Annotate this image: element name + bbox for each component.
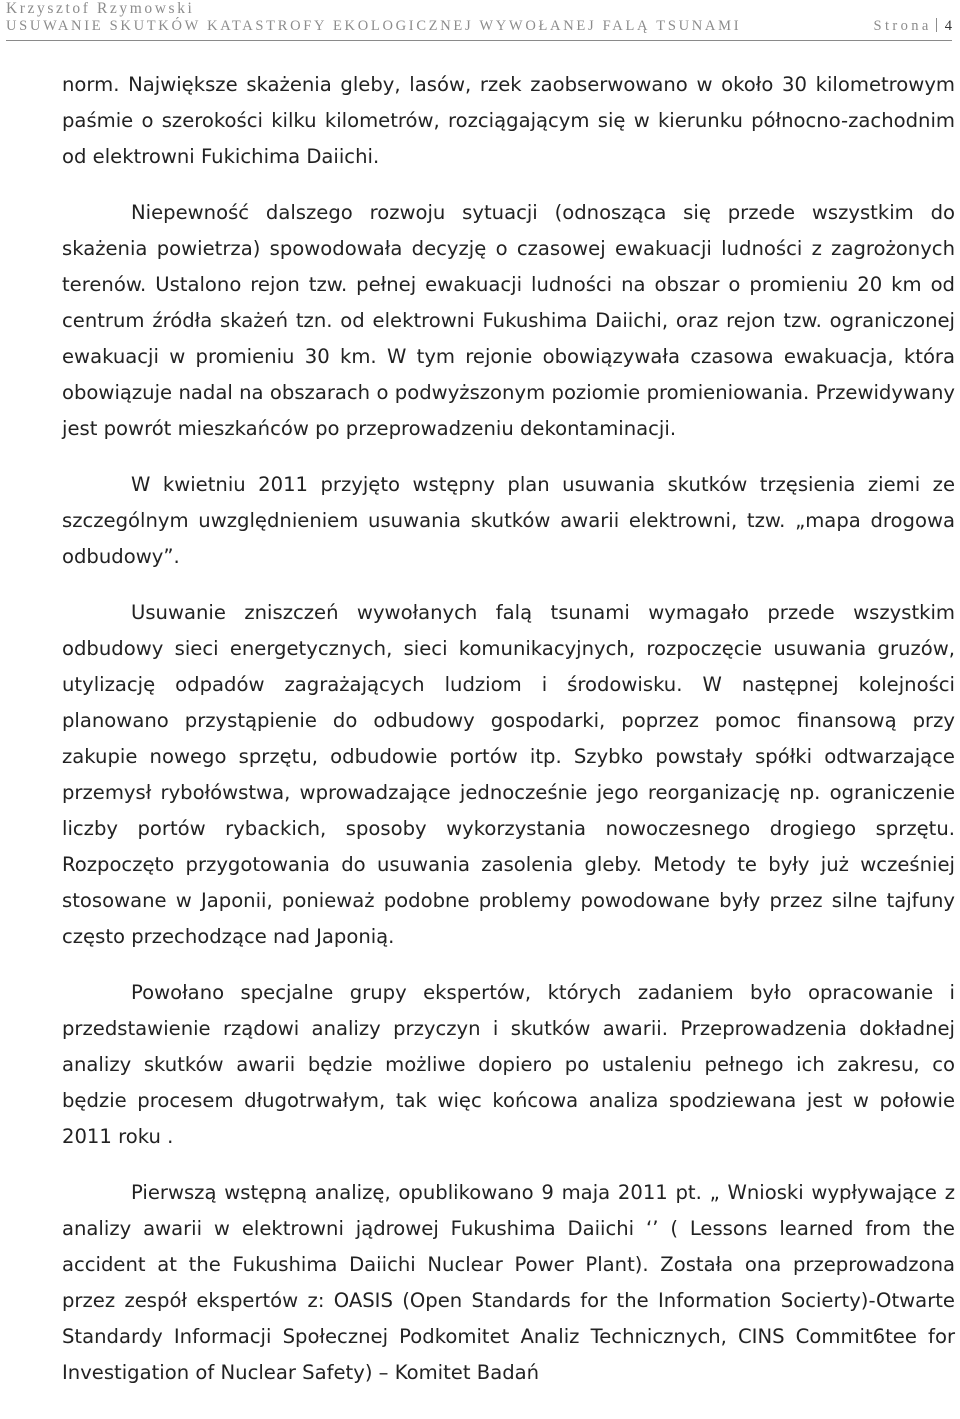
paragraph-continuation: norm. Największe skażenia gleby, lasów, rzek zaobserwowano w około 30 kilometrowym paśmie o szerokości kilku kilometrów, rozciągającym się w kierunku północno-zachodnim od elektrowni Fukichima Daiichi. [62,73,955,168]
paragraph-roadmap: W kwietniu 2011 przyjęto wstępny plan usuwania skutków trzęsienia ziemi ze szczególnym uwzględnieniem usuwania skutków awarii elektrowni, tzw. „mapa drogowa odbudowy”. [62,473,955,568]
paragraph-tsunami-cleanup: Usuwanie zniszczeń wywołanych falą tsunami wymagało przede wszystkim odbudowy sieci energetycznych, sieci komunikacyjnych, rozpoczęcie usuwania gruzów, utylizację odpadów zagrażających ludziom i środowisku. W następnej kolejności planowano przystąpienie do odbudowy gospodarki, poprzez pomoc finansową przy zakupie nowego sprzętu, odbudowie portów itp. Szybko powstały spółki odtwarzające przemysł rybołówstwa, wprowadzające jednocześnie jego reorganizację np. ograniczenie liczby portów rybackich, sposoby wykorzystania nowoczesnego drogiego sprzętu. Rozpoczęto przygotowania do usuwania zasolenia gleby. Metody te były już wcześniej stosowane w Japonii, ponieważ podobne problemy powodowane były przez silne tajfuny często przechodzące nad Japonią. [62,601,955,948]
header-title: USUWANIE SKUTKÓW KATASTROFY EKOLOGICZNEJ WYWOŁANEJ FALĄ TSUNAMI [6,18,742,34]
paragraph-expert-groups: Powołano specjalne grupy ekspertów, których zadaniem było opracowanie i przedstawienie rządowi analizy przyczyn i skutków awarii. Przeprowadzenia dokładnej analizy skutków awarii będzie możliwe dopiero po ustaleniu pełnego ich zakresu, co będzie procesem długotrwałym, tak więc końcowa analiza spodziewana jest w połowie 2011 roku . [62,981,955,1148]
page-header [6,0,952,41]
page-number-block [873,17,952,35]
page-separator [936,18,937,32]
paragraph-first-analysis: Pierwszą wstępną analizę, opublikowano 9 maja 2011 pt. „ Wnioski wypływające z analizy awarii w elektrowni jądrowej Fukushima Daiichi ‘’ ( Lessons learned from the accident at the Fukushima Daiichi Nuclear Power Plant). Została ona przeprowadzona przez zespół ekspertów z: OASIS (Open Standards for the Information Socierty)-Otwarte Standardy Informacji Społecznej Podkomitet Analiz Technicznych, CINS Commit6tee for Investigation of Nuclear Safety) – Komitet Badań [62,1181,955,1384]
header-author: Krzysztof Rzymowski [6,0,195,17]
page-number: 4 [944,18,952,34]
document-body [62,67,955,1411]
page-label: Strona [873,18,932,34]
paragraph-evacuation: Niepewność dalszego rozwoju sytuacji (odnosząca się przede wszystkim do skażenia powietrza) spowodowała decyzję o czasowej ewakuacji ludności z zagrożonych terenów. Ustalono rejon tzw. pełnej ewakuacji ludności na obszar o promieniu 20 km od centrum źródła skażeń tzn. od elektrowni Fukushima Daiichi, oraz rejon tzw. ograniczonej ewakuacji w promieniu 30 km. W tym rejonie obowiązywała czasowa ewakuacja, która obowiązuje nadal na obszarach o podwyższonym poziomie promieniowania. Przewidywany jest powrót mieszkańców po przeprowadzeniu dekontaminacji. [62,201,955,440]
